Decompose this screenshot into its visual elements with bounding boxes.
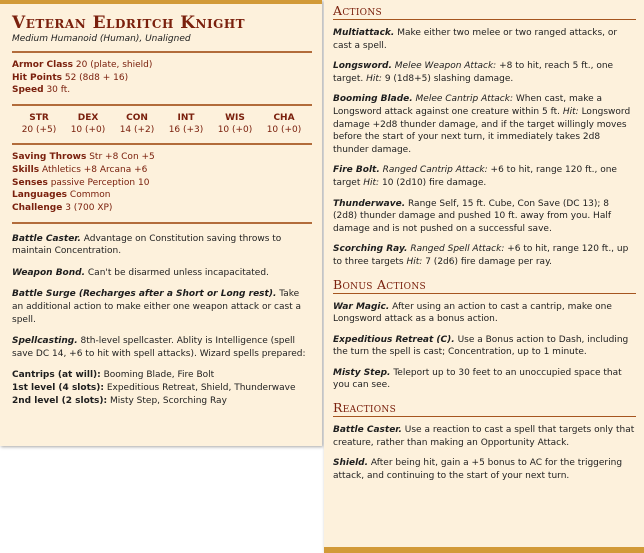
ability-cha: CHA 10 (+0): [266, 113, 302, 136]
action-multiattack: Multiattack. Make either two melee or two ranged attacks, or cast a spell.: [333, 28, 618, 51]
trait-battle-surge: Battle Surge (Recharges after a Short or Long rest). Take an additional action to make either one weapon attack or cast a spell.: [12, 289, 302, 325]
ability-int: INT 16 (+3): [168, 113, 204, 136]
hit-points: Hit Points 52 (8d8 + 16): [12, 72, 129, 83]
reaction-battle-caster: Battle Caster. Use a reaction to cast a spell that targets only that creature, rather than making an Opportunity Attack.: [333, 425, 635, 448]
stat-block-left-column: [0, 0, 322, 446]
spell-level-2: 2nd level (2 slots): Misty Step, Scorching Ray: [12, 395, 227, 406]
ability-dex: DEX 10 (+0): [70, 113, 106, 136]
bonus-actions-heading: Bonus Actions: [333, 277, 636, 294]
section-divider: [12, 104, 312, 106]
languages: Languages Common: [12, 190, 111, 201]
trait-spellcasting: Spellcasting. 8th-level spellcaster. Ablity is Intelligence (spell save DC 14, +6 to hit with spell attacks). Wizard spells prepared:: [12, 336, 306, 359]
section-divider: [12, 143, 312, 145]
bonus-expeditious-retreat: Expeditious Retreat (C). Use a Bonus action to Dash, including the turn the spell is cast; Concentration, up to 1 minute.: [333, 334, 629, 358]
section-divider: [12, 222, 312, 224]
challenge: Challenge 3 (700 XP): [12, 202, 113, 213]
trait-weapon-bond: Weapon Bond. Can't be disarmed unless incapacitated.: [12, 267, 269, 278]
stat-block-bottom-bar: [324, 547, 644, 553]
action-thunderwave: Thunderwave. Range Self, 15 ft. Cube, Con Save (DC 13); 8 (2d8) thunder damage and pushed 10 ft. away from you. Half damage and is not pushed on a successful save.: [333, 198, 612, 234]
monster-name: Veteran Eldritch Knight: [12, 13, 246, 33]
ability-con: CON 14 (+2): [119, 113, 155, 136]
action-booming-blade: Booming Blade. Melee Cantrip Attack: When cast, make a Longsword attack against one creature within 5 ft. Hit: Longsword damage +2d8 thunder damage, and if the target willingly moves before the start of your next turn, it immediately takes 2d8 thunder damage.: [333, 94, 631, 155]
speed: Speed 30 ft.: [12, 85, 71, 96]
spell-cantrips: Cantrips (at will): Booming Blade, Fire Bolt: [12, 370, 215, 381]
skills: Skills Athletics +8 Arcana +6: [12, 164, 148, 175]
reactions-heading: Reactions: [333, 400, 636, 417]
armor-class: Armor Class 20 (plate, shield): [12, 60, 153, 70]
senses: Senses passive Perception 10: [12, 177, 150, 188]
monster-meta: Medium Humanoid (Human), Unaligned: [12, 34, 191, 44]
actions-heading: Actions: [333, 3, 636, 20]
action-fire-bolt: Fire Bolt. Ranged Cantrip Attack: +6 to hit, range 120 ft., one target Hit: 10 (2d10) fire damage.: [333, 165, 617, 188]
trait-battle-caster: Battle Caster. Advantage on Constitution saving throws to maintain Concentration.: [12, 233, 282, 257]
section-divider: [12, 51, 312, 53]
stat-block-right-column: [324, 0, 644, 553]
ability-str: STR 20 (+5): [21, 113, 57, 136]
saving-throws: Saving Throws Str +8 Con +5: [12, 152, 155, 163]
bonus-misty-step: Misty Step. Teleport up to 30 feet to an unoccupied space that you can see.: [333, 367, 622, 391]
reaction-shield: Shield. After being hit, gain a +5 bonus to AC for the triggering attack, and continuing to the start of your next turn.: [333, 458, 623, 481]
bonus-war-magic: War Magic. After using an action to cast a cantrip, make one Longsword attack as a bonus action.: [333, 301, 612, 325]
ability-scores: [12, 112, 312, 136]
spell-level-1: 1st level (4 slots): Expeditious Retreat, Shield, Thunderwave: [12, 382, 296, 393]
action-longsword: Longsword. Melee Weapon Attack: +8 to hit, reach 5 ft., one target. Hit: 9 (1d8+5) slashing damage.: [333, 61, 614, 84]
action-scorching-ray: Scorching Ray. Ranged Spell Attack: +6 to hit, range 120 ft., up to three targets Hit: 7 (2d6) fire damage per ray.: [333, 244, 629, 267]
ability-wis: WIS 10 (+0): [217, 113, 253, 136]
